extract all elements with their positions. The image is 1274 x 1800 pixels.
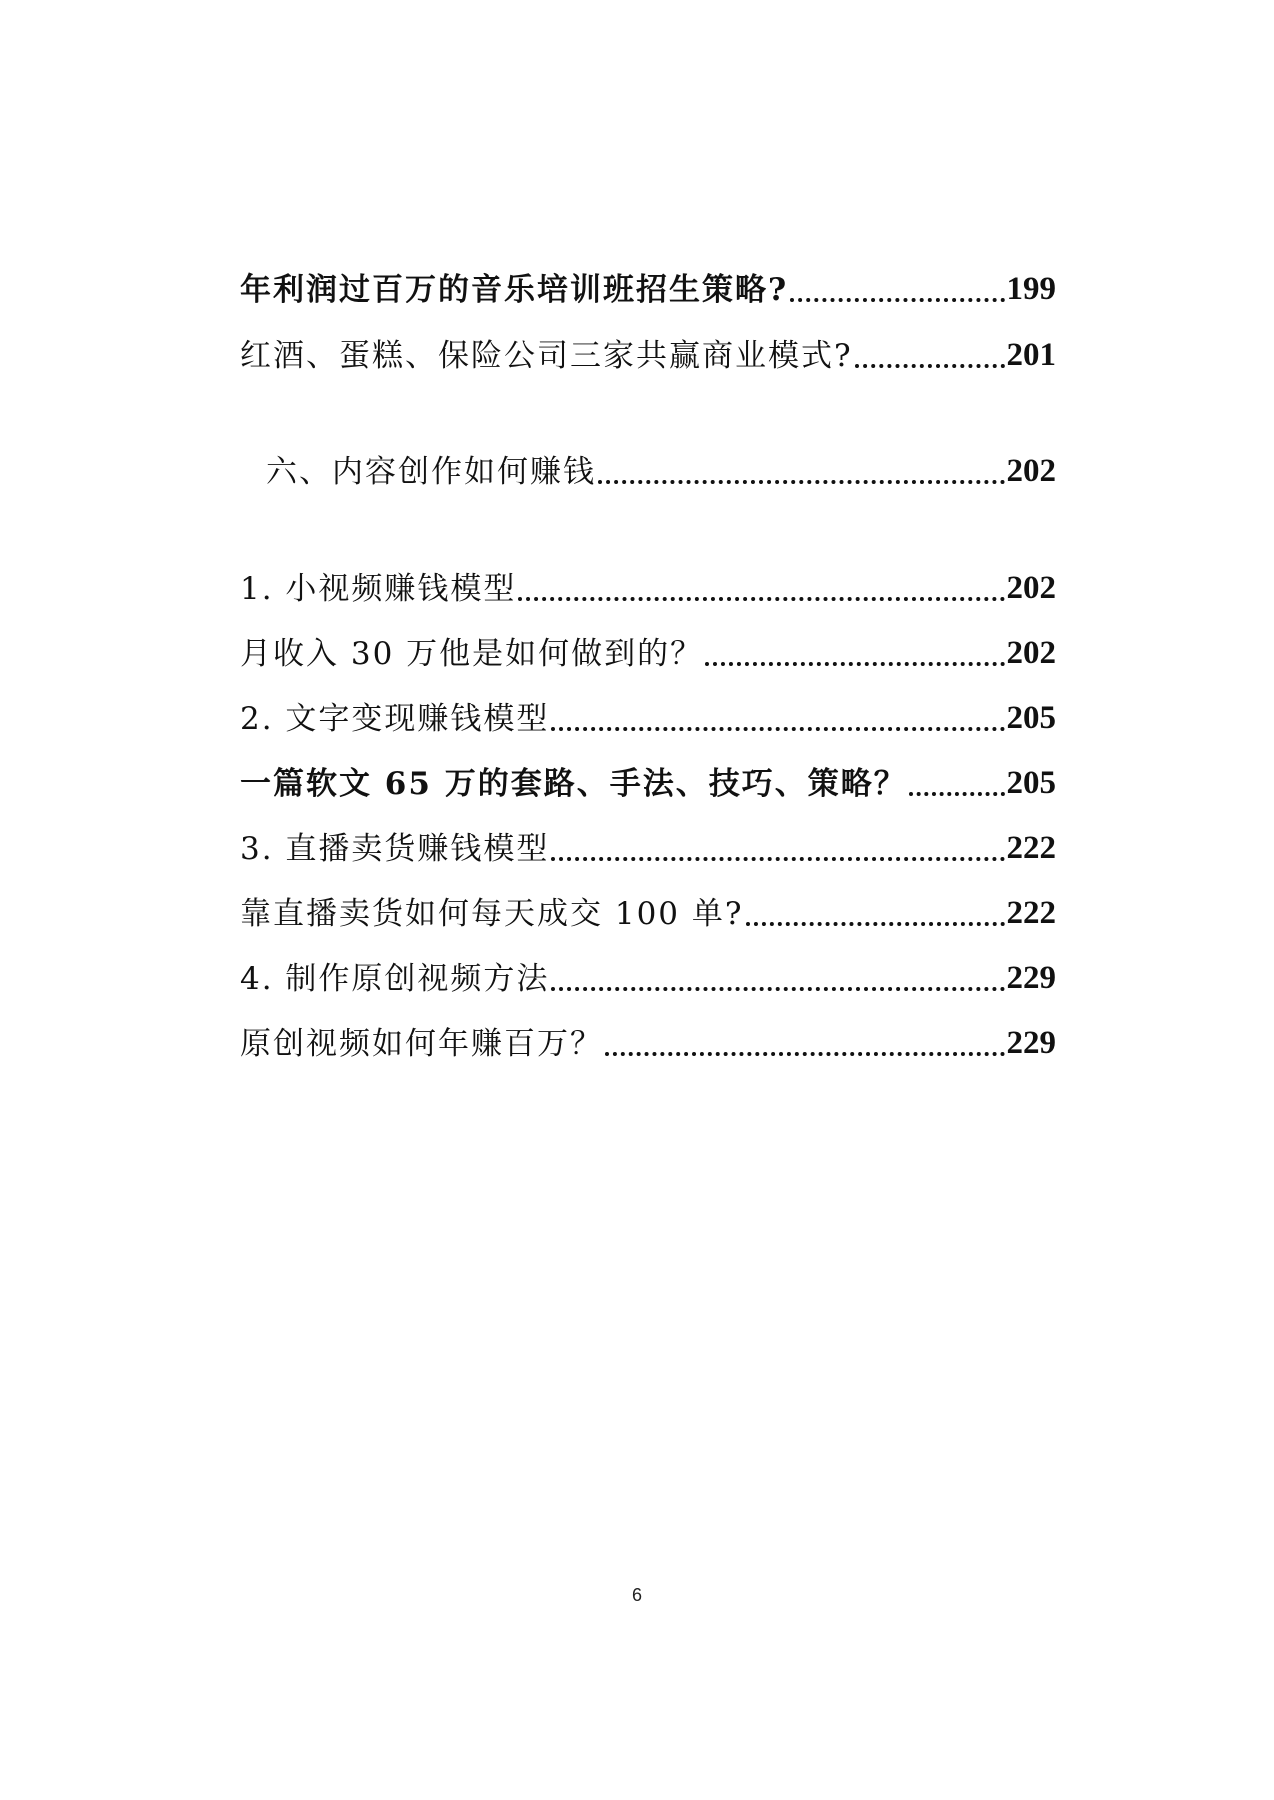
toc-entry-page: 202 [1006, 635, 1056, 671]
toc-section-heading [266, 438, 1056, 488]
toc-entry-page: 202 [1006, 453, 1056, 489]
toc-entry [240, 815, 1056, 865]
dot-leader [605, 1052, 1005, 1056]
toc-entry [240, 1010, 1056, 1060]
toc-entry-page: 199 [1006, 271, 1056, 307]
dot-leader [518, 597, 1004, 601]
toc-entry-title: 月收入 30 万他是如何做到的？ [240, 636, 704, 672]
toc-entry-title: 1. 小视频赚钱模型 [240, 571, 517, 607]
toc-entry [240, 620, 1056, 670]
dot-leader [598, 480, 1005, 484]
toc-entry-page: 202 [1006, 570, 1056, 606]
dot-leader [705, 662, 1004, 666]
dot-leader [551, 857, 1004, 861]
toc-entry [240, 322, 1056, 372]
dot-leader [790, 298, 1004, 302]
toc-entry-title: 红酒、蛋糕、保险公司三家共赢商业模式? [240, 338, 853, 374]
toc-entry [240, 256, 1056, 306]
toc-entry-title: 一篇软文 65 万的套路、手法、技巧、策略？ [240, 766, 907, 802]
toc-entry-title: 2. 文字变现赚钱模型 [240, 701, 550, 737]
toc-entry [240, 880, 1056, 930]
toc-entry-page: 222 [1006, 830, 1056, 866]
toc-entry-title: 靠直播卖货如何每天成交 100 单? [240, 896, 744, 932]
toc-entry-page: 205 [1006, 700, 1056, 736]
dot-leader [551, 727, 1004, 731]
toc-entry-title: 3. 直播卖货赚钱模型 [240, 831, 550, 867]
toc-entry-page: 222 [1006, 895, 1056, 931]
toc-entry-page: 229 [1006, 1025, 1056, 1061]
toc-entry-page: 201 [1006, 337, 1056, 373]
toc-entry [240, 685, 1056, 735]
toc-entry-title: 年利润过百万的音乐培训班招生策略? [240, 272, 789, 308]
page-number: 6 [631, 1585, 642, 1605]
dot-leader [551, 987, 1004, 991]
toc-entry-page: 205 [1006, 765, 1056, 801]
toc-entry-title: 原创视频如何年赚百万？ [240, 1026, 603, 1062]
dot-leader [855, 364, 1005, 368]
toc-entry [240, 555, 1056, 605]
dot-leader [746, 922, 1005, 926]
toc-entry-title: 六、内容创作如何赚钱 [266, 454, 596, 490]
toc-entry-page: 229 [1006, 960, 1056, 996]
dot-leader [909, 792, 1005, 796]
toc-entry [240, 750, 1056, 800]
toc-entry-title: 4. 制作原创视频方法 [240, 961, 550, 997]
toc-entry [240, 945, 1056, 995]
